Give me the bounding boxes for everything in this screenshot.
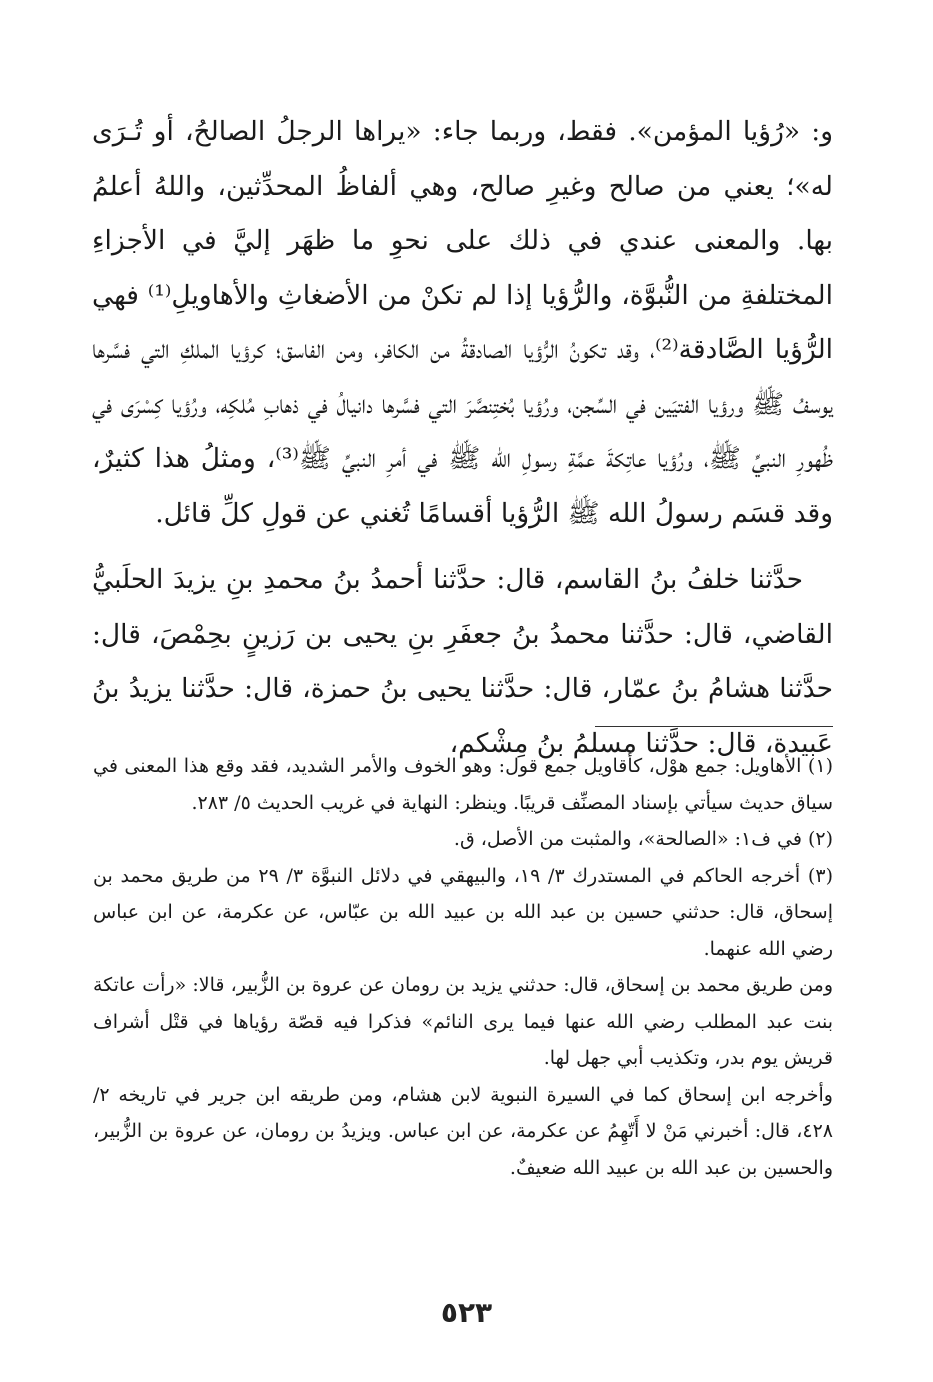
footnotes — [93, 748, 833, 1186]
footnote: (٢) في ف١: «الصالحة»، والمثبت من الأصل، ق. — [453, 828, 833, 850]
footnote-continuation: ومن طريق محمد بن إسحاق، قال: حدثني يزيد بن رومان عن عروة بن الزُّبير، قالا: «رأت عاتكة بنت عبد المطلب رضي الله عنها فيما يرى النائم» فذكرا فيه قصّة رؤياها في قتْل أشراف قريش يوم بدر، وتكذيب أبي جهل لها. — [93, 974, 833, 1069]
footnote: (١) الأهاويل: جمع هوْل، كأقاويل جمع قول: وهو الخوف والأمر الشديد، فقد وقع هذا المعنى في سياق حديث سيأتي بإسناد المصنِّف قريبًا. وينظر: النهاية في غريب الحديث ٥/ ٢٨٣. — [93, 755, 833, 814]
main-text — [92, 105, 833, 771]
page-number: ٥٢٣ — [440, 1296, 493, 1329]
body-paragraph: حدَّثنا خلفُ بنُ القاسم، قال: حدَّثنا أحمدُ بنُ محمدِ بنِ يزيدَ الحلَبيُّ القاضي، قال: حدَّثنا محمدُ بنُ جعفَرِ بنِ يحيى بن رَزينٍ بحِمْصَ، قال: حدَّثنا هشامُ بنُ عمّار، قال: حدَّثنا يحيى بنُ حمزة، قال: حدَّثنا يزيدُ بنُ عَبيدة، قال: حدَّثنا مسلمُ بنُ مِشْكم، — [92, 564, 833, 759]
body-paragraph: و: «رُؤيا المؤمن». فقط، وربما جاء: «يراها الرجلُ الصالحُ، أو تُـرَى له»؛ يعني من صالح وغيرِ صالح، وهي ألفاظُ المحدِّثين، واللهُ أعلمُ بها. والمعنى عندي في ذلك على نحوِ ما ظهَر إليَّ في الأجزاءِ المختلفةِ من النُّبوَّة، والرُّؤيا إذا لم تكنْ من الأضغاثِ والأهاويلِ⁽¹⁾ فهي الرُّؤيا الصَّادقة⁽²⁾، وقد تكونُ الرُّؤيا الصادقةُ من الكافر، ومن الفاسق؛ كرؤيا الملكِ التي فسَّرها يوسفُ ﷺ ورؤيا الفتيَين في السِّجن، ورُؤيا بُختِنصَّرَ التي فسَّرها دانيالُ في ذهابِ مُلكِه، ورُؤيا كِسْرَى في ظُهورِ النبيِّ ﷺ، ورُؤيا عاتِكةَ عمَّةِ رسولِ الله ﷺ في أمرِ النبيِّ ﷺ⁽³⁾، ومثلُ هذا كثيرٌ، وقد قسَم رسولُ الله ﷺ الرُّؤيا أقسامًا تُغني عن قولِ كلِّ قائل. — [92, 116, 834, 529]
footnote-separator — [595, 726, 833, 727]
footnote-continuation: وأخرجه ابن إسحاق كما في السيرة النبوية لابن هشام، ومن طريقه ابن جرير في تاريخه ٢/ ٤٢٨، قال: أخبرني مَنْ لا أَتّهِمُ عن عكرمة، عن ابن عباس. ويزيدُ بن رومان، عن عروة بن الزُّبير، والحسين بن عبد الله بن عبيد الله ضعيفٌ. — [93, 1083, 833, 1179]
footnote: (٣) أخرجه الحاكم في المستدرك ٣/ ١٩، والبيهقي في دلائل النبوَّة ٣/ ٢٩ من طريق محمد بن إسحاق، قال: حدثني حسين بن عبد الله بن عبيد الله بن عبّاس، عن عكرمة، عن ابن عباس رضي الله عنهما. — [93, 864, 833, 960]
